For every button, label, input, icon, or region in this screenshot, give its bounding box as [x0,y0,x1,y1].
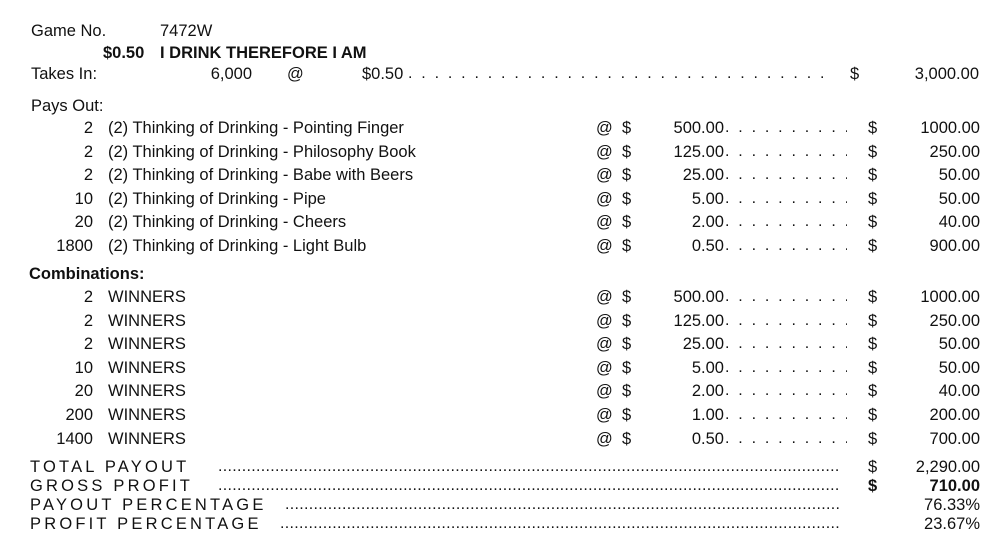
row-count: 2 [83,335,93,354]
row-total: 250.00 [929,142,980,161]
row-total: 50.00 [938,166,980,185]
row-count: 2 [83,166,93,185]
row-currency: $ [622,189,632,208]
game-no-value: 7472W [160,22,213,40]
row-count: 2 [83,119,93,137]
payout-percentage-label: PAYOUT PERCENTAGE [30,496,267,514]
row-at: @ [596,335,613,354]
row-count: 10 [74,358,93,377]
row-total: 200.00 [929,406,980,424]
row-description: WINNERS [108,358,186,377]
row-description: WINNERS [108,311,186,330]
row-unit-price: 500.00 [673,288,724,306]
row-total-currency: $ [868,142,878,161]
row-total: 50.00 [938,335,980,354]
total-payout-label: TOTAL PAYOUT [30,458,190,476]
leader-dots [725,165,847,185]
row-at: @ [596,166,613,185]
row-at: @ [596,311,613,330]
row-currency: $ [622,288,632,306]
row-description: WINNERS [108,382,186,401]
row-currency: $ [622,358,632,377]
row-unit-price: 2.00 [691,213,724,232]
row-currency: $ [622,335,632,354]
row-unit-price: 5.00 [691,189,724,208]
row-total-currency: $ [868,335,878,354]
row-unit-price: 500.00 [673,119,724,137]
row-unit-price: 1.00 [691,406,724,424]
row-total-currency: $ [868,166,878,185]
row-currency: $ [622,311,632,330]
row-at: @ [596,189,613,208]
takes-in-total: 3,000.00 [914,65,979,83]
leader-dots [725,287,847,307]
game-price: $0.50 [103,44,145,62]
leader-dots [725,429,847,449]
leader-dots [725,189,847,209]
leader-dots [725,381,847,401]
leader-dots [218,476,840,496]
row-description: WINNERS [108,288,186,306]
leader-dots [725,311,847,331]
row-description: WINNERS [108,335,186,354]
row-total-currency: $ [868,213,878,232]
row-at: @ [596,429,613,448]
row-total-currency: $ [868,237,878,255]
row-at: @ [596,288,613,306]
row-currency: $ [622,382,632,401]
row-total: 900.00 [929,237,980,255]
leader-dots [280,514,840,534]
row-total: 1000.00 [920,119,980,137]
row-total: 1000.00 [920,288,980,306]
row-total-currency: $ [868,429,878,448]
row-at: @ [596,213,613,232]
row-count: 20 [74,213,93,232]
row-currency: $ [622,213,632,232]
takes-in-currency: $ [850,65,860,83]
row-count: 1800 [56,237,93,255]
row-count: 1400 [56,429,93,448]
row-count: 2 [83,311,93,330]
takes-in-quantity: 6,000 [210,65,252,83]
row-total: 40.00 [938,213,980,232]
game-title: I DRINK THEREFORE I AM [160,44,367,62]
leader-dots [725,405,847,425]
row-unit-price: 0.50 [691,237,724,255]
row-at: @ [596,142,613,161]
leader-dots [725,118,847,138]
row-currency: $ [622,142,632,161]
profit-percentage-value: 23.67% [924,515,980,533]
payout-percentage-value: 76.33% [924,496,980,514]
row-unit-price: 2.00 [691,382,724,401]
row-currency: $ [622,119,632,137]
leader-dots [725,358,847,378]
row-at: @ [596,406,613,424]
row-total: 40.00 [938,382,980,401]
leader-dots [725,236,847,256]
row-currency: $ [622,406,632,424]
row-at: @ [596,358,613,377]
leader-dots [285,495,840,515]
row-total-currency: $ [868,406,878,424]
row-description: WINNERS [108,429,186,448]
row-description: WINNERS [108,406,186,424]
row-currency: $ [622,429,632,448]
takes-in-at: @ [287,65,304,83]
row-currency: $ [622,237,632,255]
row-unit-price: 25.00 [682,166,724,185]
row-unit-price: 125.00 [673,311,724,330]
row-count: 2 [83,142,93,161]
row-total-currency: $ [868,119,878,137]
leader-dots [725,142,847,162]
row-description: (2) Thinking of Drinking - Philosophy Book [108,142,416,161]
row-unit-price: 5.00 [691,358,724,377]
total-payout-value: 2,290.00 [915,458,980,476]
row-description: (2) Thinking of Drinking - Light Bulb [108,237,367,255]
row-description: (2) Thinking of Drinking - Pipe [108,189,326,208]
row-total-currency: $ [868,358,878,377]
row-at: @ [596,382,613,401]
row-total: 250.00 [929,311,980,330]
takes-in-unit-price: $0.50 [362,65,404,83]
row-total-currency: $ [868,382,878,401]
leader-dots [725,212,847,232]
row-total: 50.00 [938,358,980,377]
total-payout-currency: $ [868,458,878,476]
pays-out-label: Pays Out: [31,97,104,115]
row-at: @ [596,237,613,255]
row-currency: $ [622,166,632,185]
row-description: (2) Thinking of Drinking - Pointing Finger [108,119,404,137]
row-count: 200 [65,406,93,424]
takes-in-label: Takes In: [31,65,98,83]
row-total-currency: $ [868,311,878,330]
leader-dots [408,64,828,84]
row-at: @ [596,119,613,137]
leader-dots [725,334,847,354]
profit-percentage-label: PROFIT PERCENTAGE [30,515,262,533]
game-no-label: Game No. [31,22,107,40]
row-count: 2 [83,288,93,306]
gross-profit-label: GROSS PROFIT [30,477,194,495]
row-count: 10 [74,189,93,208]
row-total-currency: $ [868,189,878,208]
row-description: (2) Thinking of Drinking - Babe with Beers [108,166,414,185]
gross-profit-value: 710.00 [929,477,980,495]
row-unit-price: 25.00 [682,335,724,354]
row-count: 20 [74,382,93,401]
row-description: (2) Thinking of Drinking - Cheers [108,213,347,232]
gross-profit-currency: $ [868,477,878,495]
row-total: 50.00 [938,189,980,208]
combinations-label: Combinations: [29,265,145,283]
leader-dots [218,457,840,477]
row-unit-price: 125.00 [673,142,724,161]
row-total: 700.00 [929,429,980,448]
row-total-currency: $ [868,288,878,306]
row-unit-price: 0.50 [691,429,724,448]
